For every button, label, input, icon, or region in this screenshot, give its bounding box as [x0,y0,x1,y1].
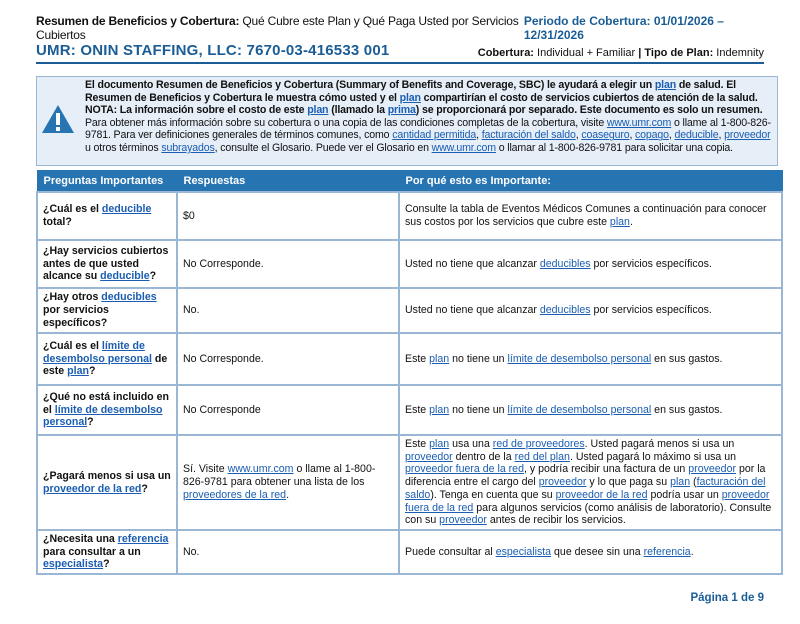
question-cell: ¿Necesita una referencia para consultar a un especialista? [37,530,177,574]
answer-cell: Sí. Visite www.umr.com o llame al 1-800-826-9781 para obtener una lista de los proveedores de la red. [177,435,399,530]
why-cell: Consulte la tabla de Eventos Médicos Comunes a continuación para conocer sus costos por los servicios que cubre este plan. [399,192,782,240]
question-cell: ¿Cuál es el deducible total? [37,192,177,240]
link-especialista[interactable]: especialista [43,558,104,571]
link-plan[interactable]: plan [429,352,450,365]
link-umr[interactable]: www.umr.com [227,463,294,476]
link-copago[interactable]: copago [635,129,669,142]
table-header-row [37,171,782,193]
table-row [37,192,782,240]
document-title: Resumen de Beneficios y Cobertura: Qué Cubre este Plan y Qué Paga Usted por Servicios Cubiertos [36,14,519,42]
link-facturacion-saldo[interactable]: facturación del saldo [405,476,766,501]
link-proveedor-red[interactable]: proveedor de la red [555,488,648,501]
questions-table [36,170,783,575]
link-proveedores-red[interactable]: proveedores de la red [183,488,287,501]
link-limite-desembolso[interactable]: límite de desembolso personal [43,339,152,365]
link-facturacion-saldo[interactable]: facturación del saldo [481,129,576,142]
coverage-info: Cobertura: Individual + Familiar | Tipo de Plan: Indemnity [477,47,764,59]
column-header: Por qué esto es Importante: [399,171,782,193]
link-limite-desembolso[interactable]: límite de desembolso personal [43,403,163,429]
link-umr[interactable]: www.umr.com [431,141,496,154]
table-row [37,435,782,530]
table-row [37,333,782,385]
link-deducibles[interactable]: deducibles [539,257,591,270]
company-name: UMR: ONIN STAFFING, LLC: 7670-03-416533 001 [36,42,390,59]
link-proveedor-fuera-red[interactable]: proveedor fuera de la red [405,463,524,476]
link-plan[interactable]: plan [307,104,329,117]
why-cell: Este plan no tiene un límite de desembolso personal en sus gastos. [399,385,782,435]
link-plan[interactable]: plan [429,403,450,416]
link-deducibles[interactable]: deducibles [539,304,591,317]
link-deducible[interactable]: deducible [100,270,150,283]
link-plan[interactable]: plan [654,79,677,91]
link-plan[interactable]: plan [609,216,630,228]
answer-cell: No Corresponde. [177,240,399,288]
summary-notice [36,76,778,166]
link-plan[interactable]: plan [67,365,89,378]
link-cantidad-permitida[interactable]: cantidad permitida [392,129,477,142]
link-subrayados[interactable]: subrayados [161,141,215,154]
link-coaseguro[interactable]: coaseguro [581,129,630,142]
link-plan[interactable]: plan [399,91,421,104]
notice-text: El documento Resumen de Beneficios y Cobertura (Summary of Benefits and Coverage, SBC) le ayudará a elegir un plan de salud. El Resumen de Beneficios y Cobertura le muestra cómo usted y el plan compartirían el costo de servicios cubiertos de atención de la salud. NOTA: La información sobre el costo de este plan (llamado la prima) se proporcionará por separado. Este documento es solo un resumen. Para obtener más información sobre su cobertura o una copia de las condiciones completas de la cobertura, visite www.umr.com o llame al 1-800-826-9781. Para ver definiciones generales de términos comunes, como cantidad permitida, facturación del saldo, coaseguro, copago, deducible, proveedor u otros términos subrayados, consulte el Glosario. Puede ver el Glosario en www.umr.com o llamar al 1-800-826-9781 para solicitar una copia. [85,79,771,154]
answer-cell: No. [177,288,399,333]
link-limite-desembolso[interactable]: límite de desembolso personal [507,403,652,416]
link-referencia[interactable]: referencia [117,532,169,545]
why-cell: Puede consultar al especialista que desee sin una referencia. [399,530,782,574]
question-cell: ¿Qué no está incluido en el límite de desembolso personal? [37,385,177,435]
column-header: Respuestas [177,171,399,193]
why-cell: Este plan usa una red de proveedores. Usted pagará menos si usa un proveedor dentro de la red del plan. Usted pagará lo máximo si usa un proveedor fuera de la red, y podría recibir una factura de un proveedor por la diferencia entre el cargo del proveedor y lo que paga su plan (facturación del saldo). Tenga en cuenta que su proveedor de la red podría usar un proveedor fuera de la red para algunos servicios (como análisis de laboratorio). Consulte con su proveedor antes de recibir los servicios. [399,435,782,530]
why-cell: Usted no tiene que alcanzar deducibles por servicios específicos. [399,240,782,288]
answer-cell: No. [177,530,399,574]
answer-cell: No Corresponde [177,385,399,435]
link-plan[interactable]: plan [429,437,450,450]
question-cell: ¿Pagará menos si usa un proveedor de la red? [37,435,177,530]
table-row [37,530,782,574]
question-cell: ¿Hay servicios cubiertos antes de que usted alcance su deducible? [37,240,177,288]
coverage-period: Periodo de Cobertura: 01/01/2026 – 12/31/2026 [523,14,724,42]
table-row [37,385,782,435]
why-cell: Este plan no tiene un límite de desembolso personal en sus gastos. [399,333,782,385]
link-proveedor[interactable]: proveedor [439,514,487,527]
link-proveedor-red[interactable]: proveedor de la red [43,482,142,495]
link-plan[interactable]: plan [670,476,691,489]
link-deducible[interactable]: deducible [674,129,719,142]
link-deducibles[interactable]: deducibles [101,291,157,304]
header-rule [36,62,764,64]
why-cell: Usted no tiene que alcanzar deducibles por servicios específicos. [399,288,782,333]
page-number: Página 1 de 9 [690,592,764,604]
link-umr[interactable]: www.umr.com [606,116,672,129]
link-proveedor[interactable]: proveedor [688,463,736,476]
link-proveedor[interactable]: proveedor [405,450,453,463]
answer-cell: No Corresponde. [177,333,399,385]
link-especialista[interactable]: especialista [495,545,552,558]
link-deducible[interactable]: deducible [101,203,152,216]
link-proveedor[interactable]: proveedor [724,129,771,142]
link-red-proveedores[interactable]: red de proveedores [492,437,585,450]
link-proveedor[interactable]: proveedor [538,476,587,489]
link-proveedor-fuera-red[interactable]: proveedor fuera de la red [405,488,770,514]
link-limite-desembolso[interactable]: límite de desembolso personal [507,352,652,365]
page-header [36,14,764,64]
column-header: Preguntas Importantes [37,171,177,193]
answer-cell: $0 [177,192,399,240]
table-row [37,288,782,333]
question-cell: ¿Cuál es el límite de desembolso personal de este plan? [37,333,177,385]
link-referencia[interactable]: referencia [643,545,691,558]
question-cell: ¿Hay otros deducibles por servicios específicos? [37,288,177,333]
link-prima[interactable]: prima [387,104,416,117]
table-row [37,240,782,288]
link-red-plan[interactable]: red del plan [514,450,570,463]
warning-icon [41,103,75,135]
